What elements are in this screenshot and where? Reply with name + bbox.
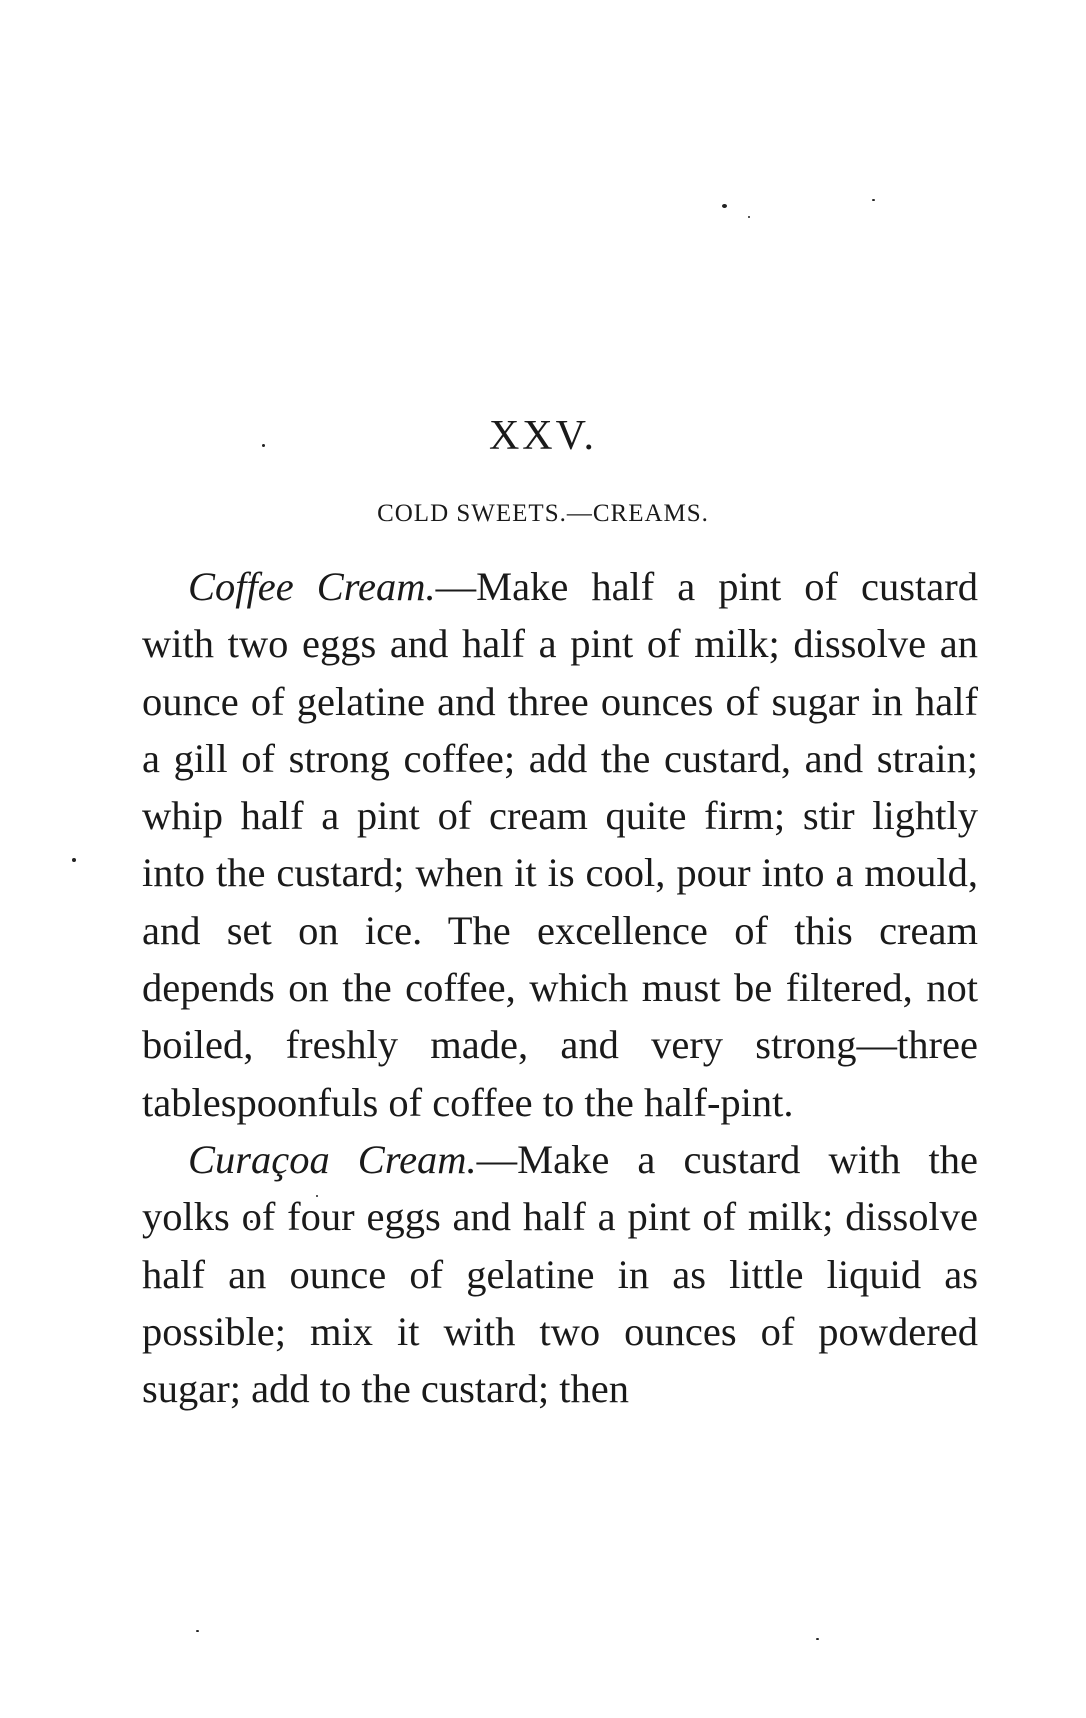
recipe-text-body: [142, 558, 978, 1417]
scan-speck: [72, 858, 76, 862]
scan-speck: [196, 1630, 199, 1632]
recipe-instructions: —Make a custard with the yolks of four eggs and half a pint of milk; dissolve half an ounce of gelatine in as little liquid as possible; mix it with two ounces of powdered sugar; add to the custard; then: [142, 1136, 978, 1412]
chapter-title: COLD SWEETS.—CREAMS.: [377, 500, 709, 527]
scan-speck: [722, 204, 727, 208]
recipe-name: Curaçoa Cream.: [188, 1136, 477, 1182]
recipe-paragraph: [142, 1131, 978, 1417]
recipe-paragraph: [142, 558, 978, 1131]
scan-speck: [816, 1638, 819, 1640]
chapter-number: XXV.: [488, 413, 598, 459]
recipe-instructions: —Make half a pint of custard with two eggs and half a pint of milk; dissolve an ounce of gelatine and three ounces of sugar in half a gill of strong coffee; add the custard, and strain; whip half a pint of cream quite firm; stir lightly into the custard; when it is cool, pour into a mould, and set on ice. The excellence of this cream depends on the coffee, which must be filtered, not boiled, freshly made, and very strong—three tablespoonfuls of coffee to the half-pint.: [142, 564, 978, 1125]
scan-speck: [748, 216, 750, 218]
recipe-name: Coffee Cream.: [188, 564, 436, 609]
scan-speck: [872, 199, 875, 201]
